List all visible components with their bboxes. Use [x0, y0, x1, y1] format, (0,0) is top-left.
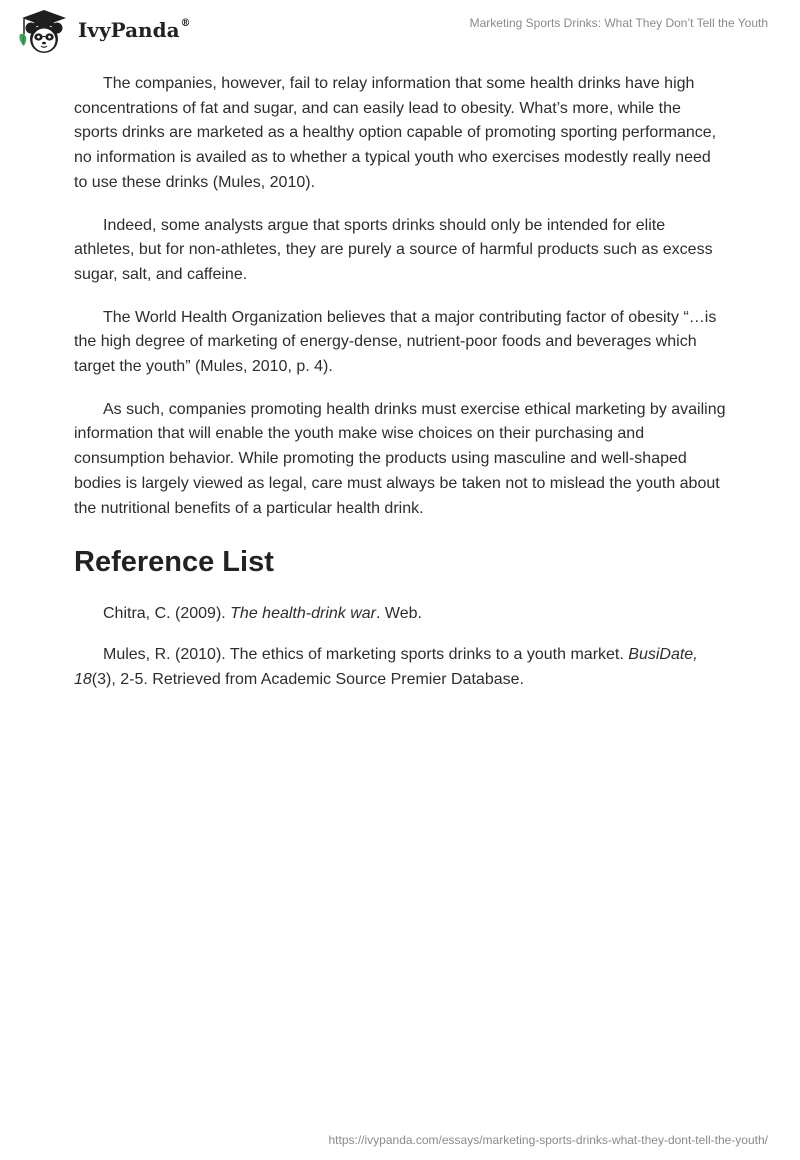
reference-entry: Chitra, C. (2009). The health-drink war. Web. — [103, 605, 422, 623]
source-url-link[interactable]: https://ivypanda.com/essays/marketing-sports-drinks-what-they-dont-tell-the-youth/ — [328, 1133, 768, 1147]
reference-journal: BusiDate, 18 — [74, 645, 698, 688]
reference-title: The health-drink war — [230, 605, 376, 623]
panda-logo-icon — [14, 8, 72, 54]
essay-content — [74, 72, 726, 708]
page-header — [0, 0, 800, 60]
body-paragraph: The World Health Organization believes that a major contributing factor of obesity “…is the high degree of marketing of energy-dense, nutrient-poor foods and beverages which target the youth” (Mules, 2010, p. 4). — [74, 308, 717, 376]
reference-entry: Mules, R. (2010). The ethics of marketing sports drinks to a youth market. BusiDate, 18(3), 2-5. Retrieved from Academic Source Premier Database. — [74, 645, 698, 688]
running-title: Marketing Sports Drinks: What They Don’t Tell the Youth — [469, 16, 768, 30]
ivypanda-logo[interactable] — [14, 8, 191, 54]
body-paragraph: Indeed, some analysts argue that sports drinks should only be intended for elite athletes, but for non-athletes, they are purely a source of harmful products such as excess sugar, salt, and caffeine. — [74, 216, 713, 283]
body-paragraph: As such, companies promoting health drinks must exercise ethical marketing by availing information that will enable the youth make wise choices on their purchasing and consumption behavior. While promoting the products using masculine and well-shaped bodies is largely viewed as legal, care must always be taken not to mislead the youth about the nutritional benefits of a particular health drink. — [74, 400, 726, 517]
body-paragraph: The companies, however, fail to relay information that some health drinks have high concentrations of fat and sugar, and can easily lead to obesity. What’s more, while the sports drinks are marketed as a healthy option capable of promoting sporting performance, no information is availed as to whether a typical youth who exercises modestly really need to use these drinks (Mules, 2010). — [74, 75, 717, 191]
reference-list-heading: Reference List — [74, 546, 274, 579]
logo-wordmark: IvyPanda® — [78, 18, 191, 42]
